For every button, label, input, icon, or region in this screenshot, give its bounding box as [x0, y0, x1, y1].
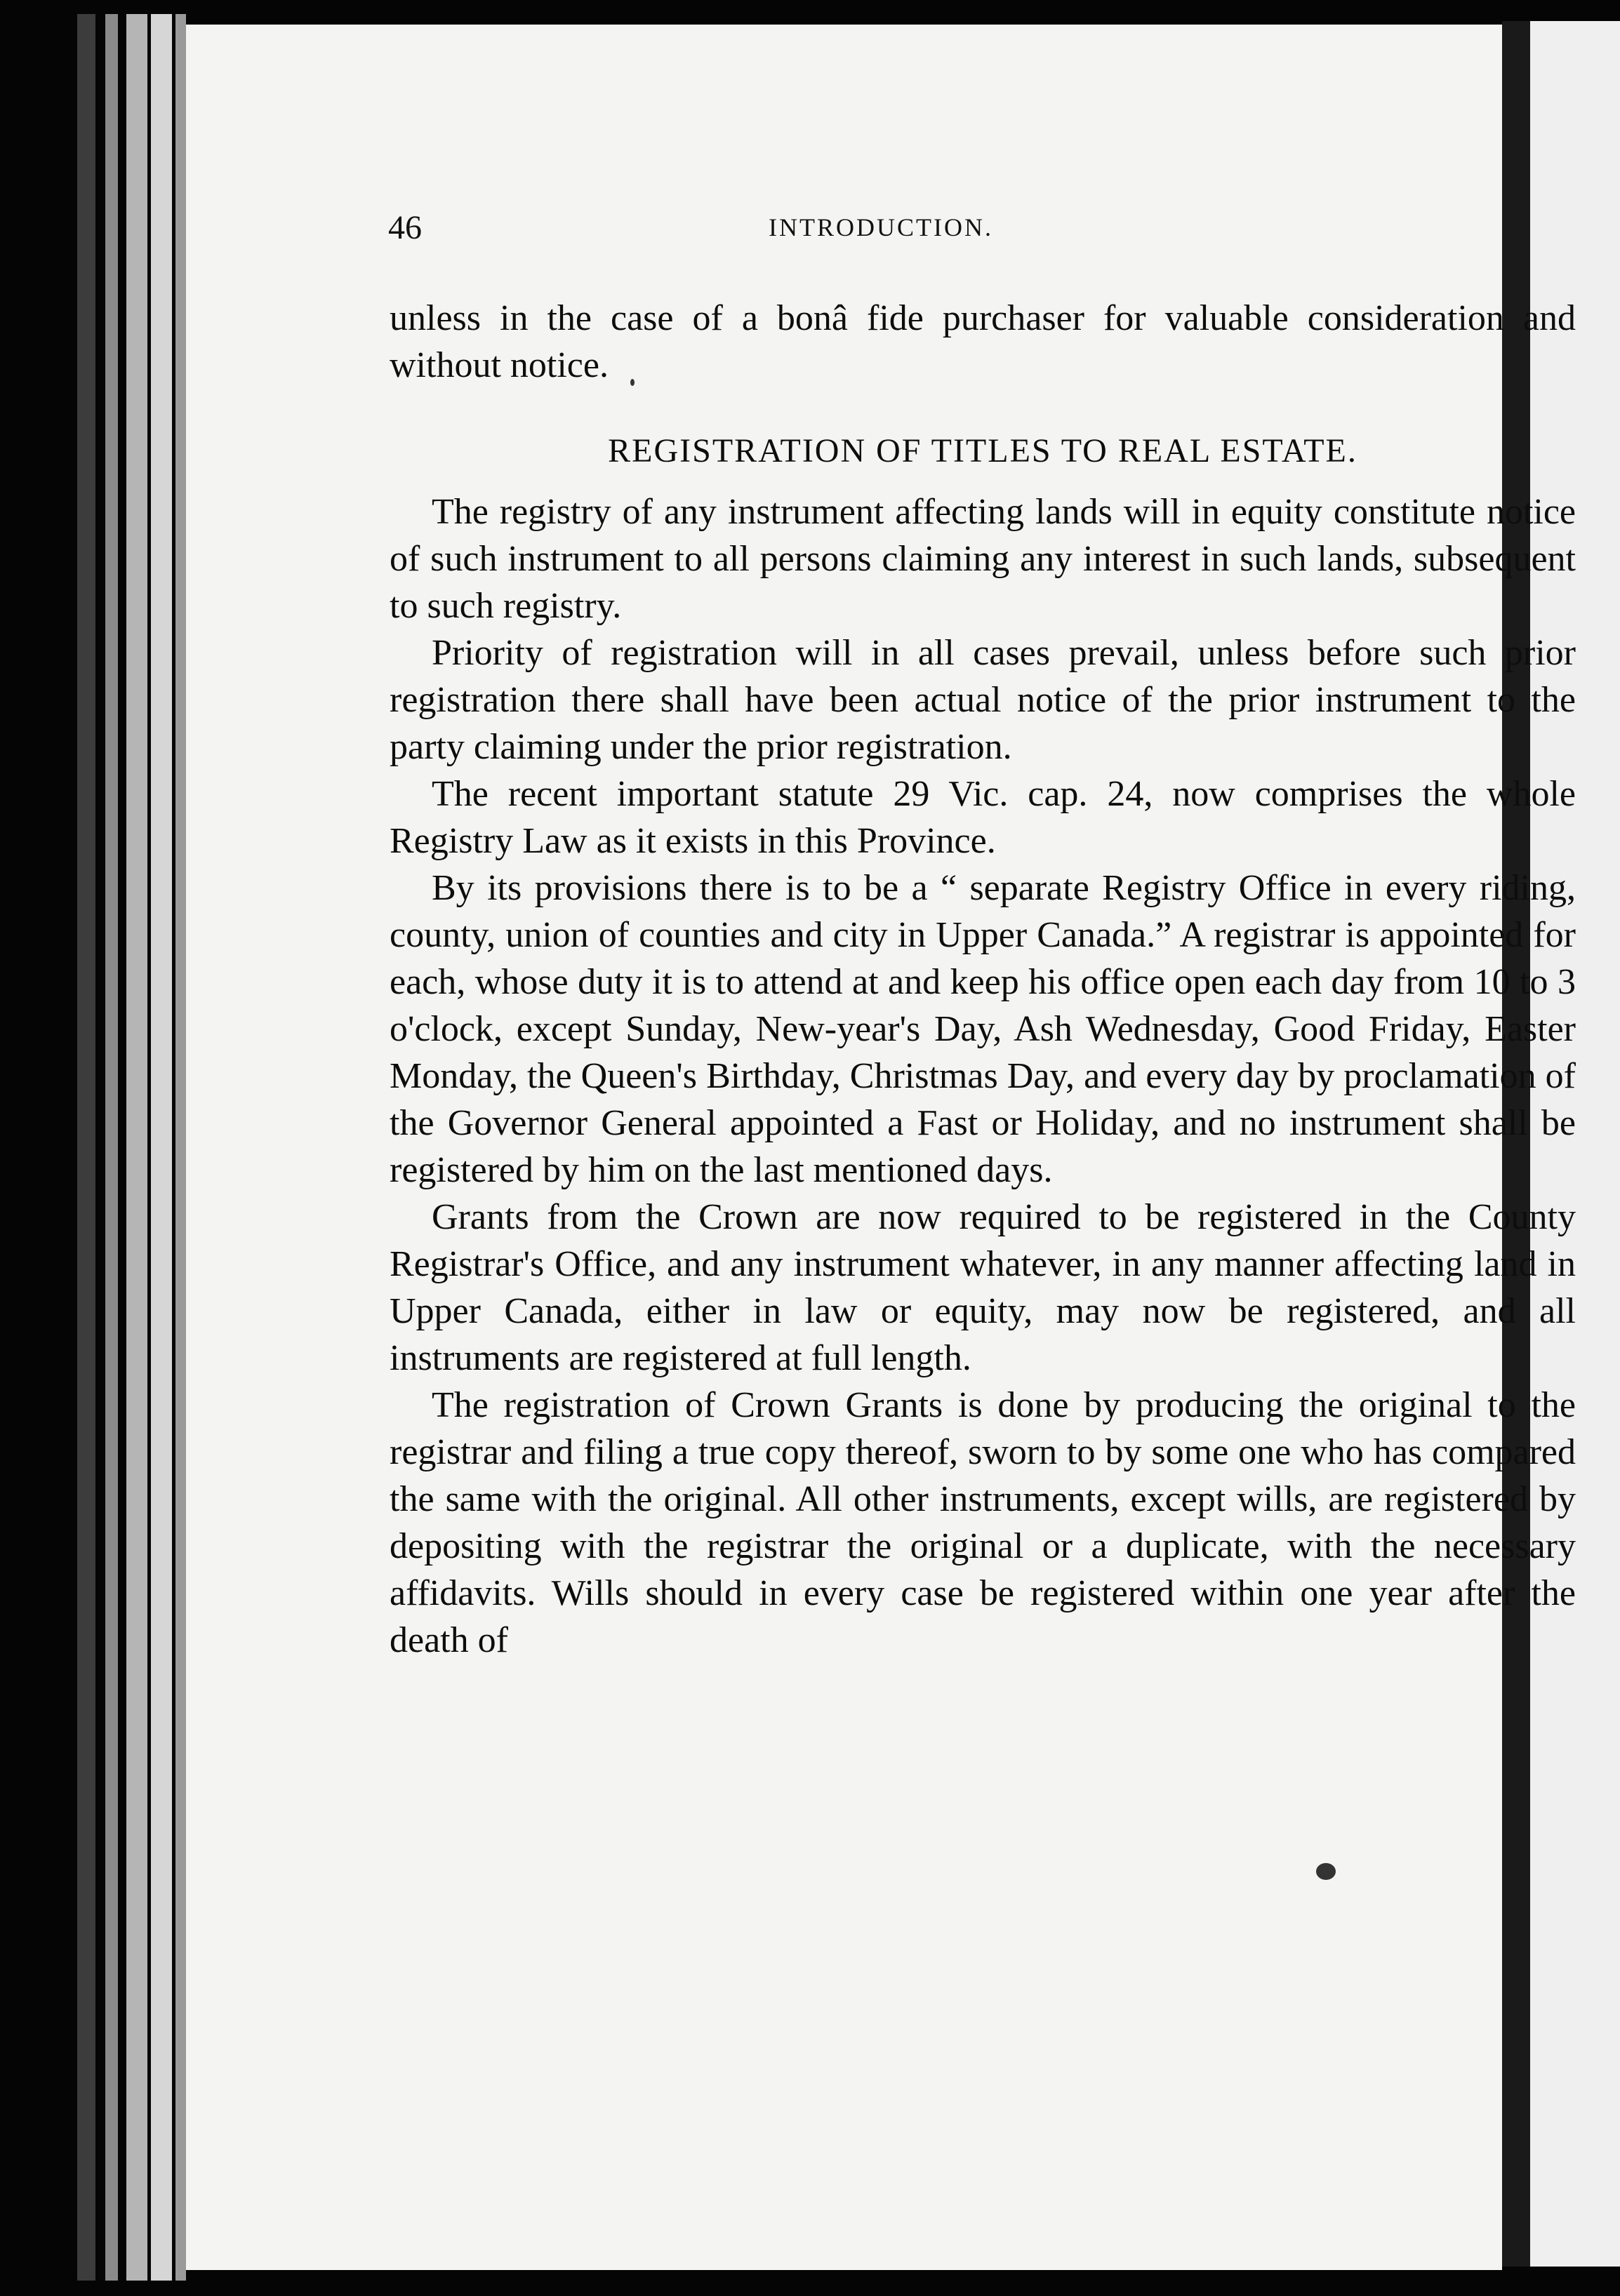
page-stack-edge — [126, 14, 147, 2281]
page-number: 46 — [388, 209, 422, 246]
page-stack-edge — [175, 14, 186, 2281]
paragraph: The recent important statute 29 Vic. cap. 24, now comprises the whole Registry Law as it exists in this Province. — [390, 774, 1576, 861]
ink-speck — [630, 379, 635, 386]
page-stack-edge — [105, 14, 118, 2281]
paragraph: Priority of registration will in all cases prevail, unless before such prior registration there shall have been actual notice of the prior instrument to the party claiming under the prior registration. — [390, 633, 1576, 767]
paragraph-continuation: unless in the case of a bonâ fide purchaser for valuable consideration and without notice. — [390, 298, 1576, 385]
ink-speck — [1316, 1863, 1336, 1880]
paragraph: By its provisions there is to be a “ separate Registry Office in every riding, county, union of counties and city in Upper Canada.” A registrar is appointed for each, whose duty it is to attend at and keep his office open each day from 10 to 3 o'clock, except Sunday, New-year's Day, Ash Wednesday, Good Friday, Easter Monday, the Queen's Birthday, Christmas Day, and every day by proclamation of the Governor General appointed a Fast or Holiday, and no instrument shall be registered by him on the last mentioned days. — [390, 868, 1576, 1190]
paragraph: The registration of Crown Grants is done by producing the original to the registrar and filing a true copy thereof, sworn to by some one who has compared the same with the original. All other instruments, except wills, are registered by depositing with the registrar the original or a duplicate, with the necessary affidavits. Wills should in every case be registered within one year after the death of — [390, 1385, 1576, 1660]
paragraph: Grants from the Crown are now required to be registered in the County Registrar's Office, and any instrument whatever, in any manner affecting land in Upper Canada, either in law or equity, may now be registered, and all instruments are registered at full length. — [390, 1197, 1576, 1378]
page-stack-edge — [77, 14, 95, 2281]
running-head: INTRODUCTION. — [769, 213, 993, 241]
section-title: REGISTRATION OF TITLES TO REAL ESTATE. — [608, 432, 1357, 469]
paragraph: The registry of any instrument affecting lands will in equity constitute notice of such instrument to all persons claiming any interest in such lands, subsequent to such registry. — [390, 492, 1576, 626]
book-page — [186, 25, 1576, 2270]
page-stack-edge — [151, 14, 172, 2281]
page-body — [390, 295, 1576, 1664]
page-header — [186, 208, 1502, 251]
